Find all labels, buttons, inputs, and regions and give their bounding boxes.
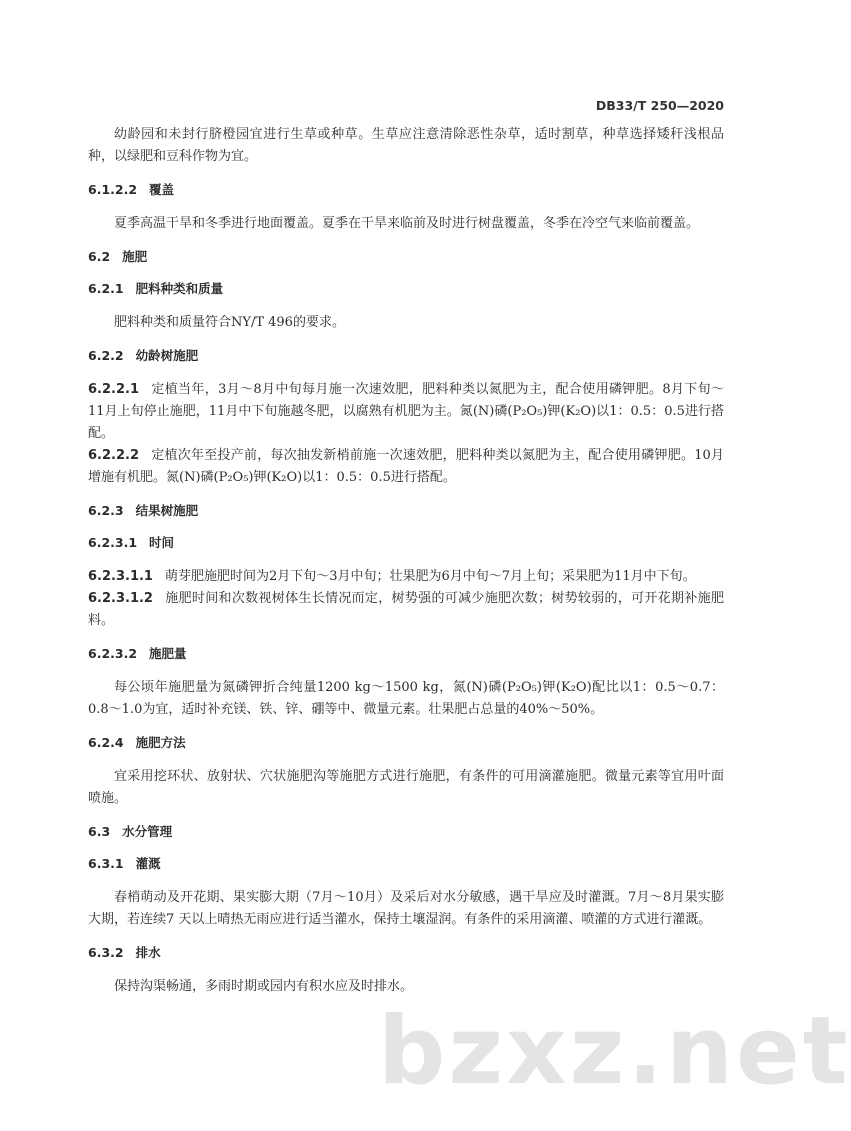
heading-number: 6.3.2 [88,945,124,960]
heading-title: 施肥 [122,249,148,264]
heading-number: 6.3 [88,824,111,839]
heading-number: 6.2.4 [88,735,124,750]
heading-title: 施肥量 [149,646,187,661]
item-text: 施肥时间和次数视树体生长情况而定，树势强的可减少施肥次数；树势较弱的，可开花期补施肥料。 [88,591,724,628]
item-6-2-3-1-1 [88,566,724,588]
paragraph-drainage: 保持沟渠畅通，多雨时期或园内有积水应及时排水。 [114,979,414,994]
heading-6-2-2 [88,347,724,365]
heading-number: 6.2 [88,249,111,264]
heading-number: 6.2.3.1 [88,535,138,550]
item-text: 萌芽肥施肥时间为2月下旬～3月中旬；壮果肥为6月中旬～7月上旬；采果肥为11月中下旬。 [164,569,696,584]
item-6-2-2-1 [88,379,724,445]
paragraph-mulch: 夏季高温干旱和冬季进行地面覆盖。夏季在干旱来临前及时进行树盘覆盖，冬季在冷空气来临前覆盖。 [114,216,700,231]
heading-6-2-3-1 [88,534,724,552]
heading-title: 结果树施肥 [135,503,199,518]
heading-6-3 [88,823,724,841]
heading-title: 水分管理 [122,824,173,839]
heading-6-2-3-2 [88,645,724,663]
paragraph-grass: 幼龄园和未封行脐橙园宜进行生草或种草。生草应注意清除恶性杂草，适时割草，种草选择矮秆浅根品种，以绿肥和豆科作物为宜。 [88,127,724,164]
item-group-young-trees [88,379,724,489]
heading-number: 6.2.1 [88,281,124,296]
paragraph-fertilizer-amount: 每公顷年施肥量为氮磷钾折合纯量1200 kg～1500 kg，氮(N)磷(P₂O₅)钾(K₂O)配比以1：0.5～0.7：0.8～1.0为宜，适时补充镁、铁、锌、硼等中、微量元素。壮果肥占总量的40%～50%。 [88,680,724,717]
item-text: 定植次年至投产前，每次抽发新梢前施一次速效肥，肥料种类以氮肥为主，配合使用磷钾肥。10月增施有机肥。氮(N)磷(P₂O₅)钾(K₂O)以1：0.5：0.5进行搭配。 [88,448,724,485]
heading-title: 施肥方法 [135,735,186,750]
heading-6-2-1 [88,280,724,298]
heading-number: 6.3.1 [88,856,124,871]
paragraph-fertilizer-method: 宜采用挖环状、放射状、穴状施肥沟等施肥方式进行施肥，有条件的可用滴灌施肥。微量元素等宜用叶面喷施。 [88,769,724,806]
heading-6-2-4 [88,734,724,752]
document-body [88,124,724,1011]
heading-title: 肥料种类和质量 [135,281,224,296]
item-6-2-2-2 [88,445,724,489]
heading-6-3-1 [88,855,724,873]
heading-title: 幼龄树施肥 [135,348,199,363]
heading-6-3-2 [88,944,724,962]
paragraph-irrigation: 春梢萌动及开花期、果实膨大期（7月～10月）及采后对水分敏感，遇干旱应及时灌溉。7月～8月果实膨大期，若连续7 天以上晴热无雨应进行适当灌水，保持土壤湿润。有条件的采用滴灌、喷灌的方式进行灌溉。 [88,890,724,927]
item-number: 6.2.2.2 [88,448,139,463]
heading-title: 时间 [149,535,175,550]
item-number: 6.2.2.1 [88,382,139,397]
heading-number: 6.2.3 [88,503,124,518]
heading-number: 6.2.2 [88,348,124,363]
watermark-logo: bzxz.net [378,997,851,1106]
heading-6-2 [88,248,724,266]
document-id: DB33/T 250—2020 [595,98,724,113]
item-text: 定植当年，3月～8月中旬每月施一次速效肥，肥料种类以氮肥为主，配合使用磷钾肥。8月下旬～11月上旬停止施肥，11月中下旬施越冬肥，以腐熟有机肥为主。氮(N)磷(P₂O₅)钾(K₂O)以1：0.5：0.5进行搭配。 [88,382,724,441]
item-6-2-3-1-2 [88,588,724,632]
item-number: 6.2.3.1.2 [88,591,153,606]
paragraph-fertilizer-quality: 肥料种类和质量符合NY/T 496的要求。 [114,315,345,330]
heading-6-1-2-2 [88,181,724,199]
item-group-timing [88,566,724,632]
heading-title: 灌溉 [135,856,161,871]
heading-title: 覆盖 [149,182,175,197]
heading-number: 6.1.2.2 [88,182,138,197]
heading-number: 6.2.3.2 [88,646,138,661]
heading-6-2-3 [88,502,724,520]
heading-title: 排水 [135,945,161,960]
item-number: 6.2.3.1.1 [88,569,153,584]
